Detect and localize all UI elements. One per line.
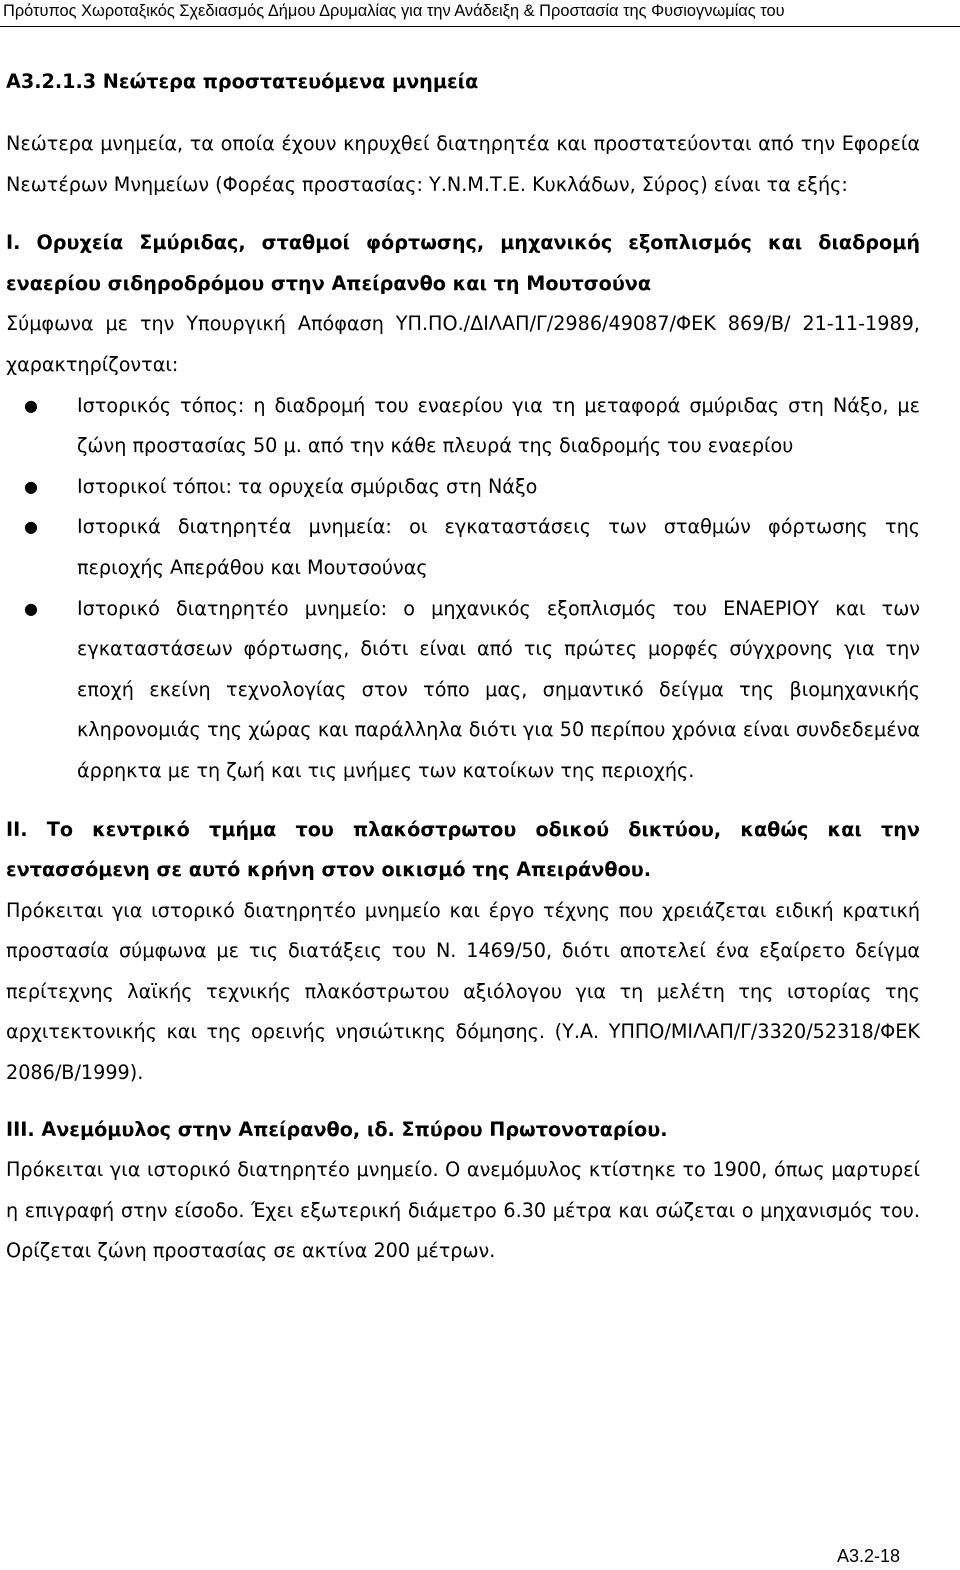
bullet-icon: ● [24, 517, 38, 537]
item-2-text: Πρόκειται για ιστορικό διατηρητέο μνημείο και έργο τέχνης που χρειάζεται ειδική κρατική προστασία σύμφωνα με τις διατάξεις του Ν. 1469/50, διότι αποτελεί ένα εξαίρετο δείγμα περίτεχνης λαϊκής τεχνικής πλακόστρωτου αξιόλογου για τη μελέτη της ιστορίας της αρχιτεκτονικής και της ορεινής νησιώτικης δόμησης. (Υ.Α. ΥΠΠΟ/ΜΙΛΑΠ/Γ/3320/52318/ΦΕΚ 2086/Β/1999). [6, 898, 920, 1085]
bullet-text: Ιστορικό διατηρητέο μνημείο: ο μηχανικός εξοπλισμός του ΕΝΑΕΡΙΟΥ και των εγκαταστάσεων φόρτωσης, διότι είναι από τις πρώτες μορφές σύγχρονης για την εποχή εκείνη τεχνολογίας στον τόπο μας, σημαντικό δείγμα της βιομηχανικής κληρονομιάς της χώρας και παράλληλα διότι για 50 περίπου χρόνια είναι συνδεδεμένα άρρηκτα με τη ζωή και τις μνήμες των κατοίκων της περιοχής. [77, 596, 920, 782]
bullet-icon: ● [24, 598, 38, 618]
bullet-icon: ● [24, 395, 38, 415]
running-header: Πρότυπος Χωροταξικός Σχεδιασμός Δήμου Δρυμαλίας για την Ανάδειξη & Προστασία της Φυσιογνωμίας του [0, 0, 960, 27]
item-3-heading: ΙΙΙ. Ανεμόμυλος στην Απείρανθο, ιδ. Σπύρου Πρωτονοταρίου. [6, 1117, 668, 1141]
item-2-heading: ΙΙ. Το κεντρικό τμήμα του πλακόστρωτου οδικού δικτύου, καθώς και την εντασσόμενη σε αυτό κρήνη στον οικισμό της Απειράνθου. [6, 817, 920, 882]
section-intro: Νεώτερα μνημεία, τα οποία έχουν κηρυχθεί διατηρητέα και προστατεύονται από την Εφορεία Νεωτέρων Μνημείων (Φορέας προστασίας: Υ.Ν.Μ.Τ.Ε. Κυκλάδων, Σύρος) είναι τα εξής: [6, 132, 920, 196]
list-item [6, 467, 920, 508]
section-title: Α3.2.1.3 Νεώτερα προστατευόμενα μνημεία [6, 70, 479, 93]
page-number: Α3.2-18 [836, 1546, 900, 1566]
item-1-text: Σύμφωνα με την Υπουργική Απόφαση ΥΠ.ΠΟ./ΔΙΛΑΠ/Γ/2986/49087/ΦΕΚ 869/Β/ 21-11-1989, χαρακτηρίζονται: [6, 312, 920, 376]
list-item [6, 386, 920, 467]
bullet-text: Ιστορικός τόπος: η διαδρομή του εναερίου για τη μεταφορά σμύριδας στη Νάξο, με ζώνη προστασίας 50 μ. από την κάθε πλευρά της διαδρομής του εναερίου [77, 393, 920, 458]
list-item [6, 507, 920, 588]
bullet-text: Ιστορικοί τόποι: τα ορυχεία σμύριδας στη Νάξο [77, 474, 538, 498]
item-1-heading: Ι. Ορυχεία Σμύριδας, σταθμοί φόρτωσης, μηχανικός εξοπλισμός και διαδρομή εναερίου σιδηροδρόμου στην Απείρανθο και τη Μουτσούνα [6, 231, 920, 295]
item-3-text: Πρόκειται για ιστορικό διατηρητέο μνημείο. Ο ανεμόμυλος κτίστηκε το 1900, όπως μαρτυρεί η επιγραφή στην είσοδο. Έχει εξωτερική διάμετρο 6.30 μέτρα και σώζεται ο μηχανισμός του. Ορίζεται ζώνη προστασίας σε ακτίνα 200 μέτρων. [6, 1158, 920, 1263]
item-1-bullet-list [6, 386, 920, 792]
document-body [6, 62, 920, 1272]
list-item [6, 589, 920, 792]
bullet-icon: ● [24, 476, 38, 496]
bullet-text: Ιστορικά διατηρητέα μνημεία: οι εγκαταστάσεις των σταθμών φόρτωσης της περιοχής Απεράθου και Μουτσούνας [77, 515, 920, 579]
